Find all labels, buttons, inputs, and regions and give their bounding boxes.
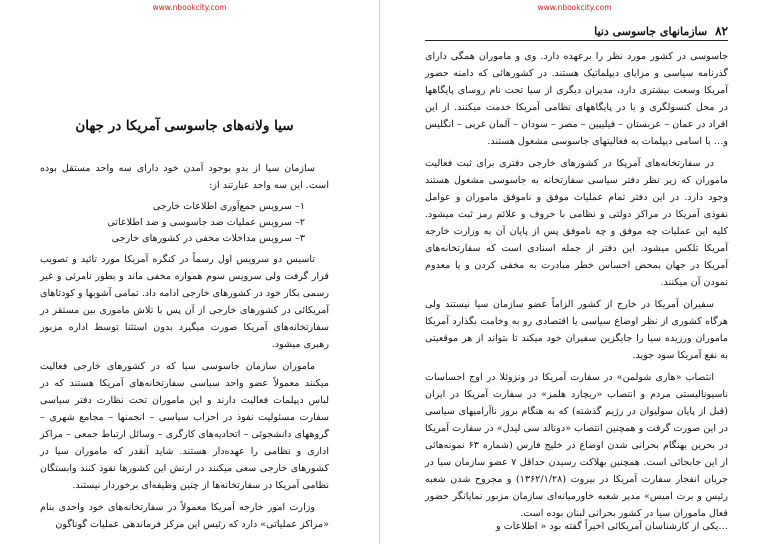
list-item: ۳– سرویس مداخلات مخفی در کشورهای خارجی xyxy=(111,233,305,244)
left-body-text xyxy=(40,160,329,538)
left-page xyxy=(0,0,380,544)
cia-units-list xyxy=(40,199,329,247)
running-head-title: سازمانهای جاسوسی دنیا xyxy=(594,24,708,38)
list-item: ۲– سرویس عملیات ضد جاسوسی و ضد اطلاعاتی xyxy=(107,217,305,228)
paragraph: سفیران آمریکا در خارج از کشور الزاماً عضو سازمان سیا نیستند ولی هرگاه کشوری از نظر اوضاع سیاسی یا اقتصادی رو به وخامت بگذارد آمریکا ماموران ورزیده سیا را جایگزین سفیران خود میکند تا بتواند از هر موقعیتی به نفع آمریکا سود جوید. xyxy=(425,299,728,361)
paragraph: انتصاب «هاری شولمن» در سفارت آمریکا در ونزوئلا در اوج احساسات ناسیونالیستی مردم و انتصاب «ریچارد هلمز» در سفارت آمریکا در ایران (قبل از پایان سولیوان در رژیم گذشته) که به هنگام بروز ناآرامیهای سیاسی در این صورت گرفت و همچنین انتصاب «دونالد سی لیدل» در سفارت آمریکا در بحرین بهنگام بحرانی شدن اوضاع در خلیج فارس (شماره ۶۳ نمونه‌هائی از این جابجائی است. همچنین بهلاکت رسیدن حداقل ۷ عضو سازمان سیا در جریان انفجار سفارت آمریکا در بیروت (۱۳۶۲/۱/۲۸) و مجروح شدن شعبه رئیس و برت امیس» مدیر شعبه خاورمیانه‌ای سازمان مزبور نمایانگر حضور فعال ماموران سیا در کشور بحرانی لبنان بوده است. xyxy=(425,372,728,519)
paragraph: جاسوسی در کشور مورد نظر را برعهده دارد. وی و ماموران همگی دارای گذرنامه سیاسی و مزایای دیپلماتیک هستند. در کشورهائی که دامنه حضور آمریکا وسعت بیشتری دارد، مدیران دیگری از سیا تحت نام روسای پایگاهها در محل کنسولگری و یا در پایگاههای نظامی آمریکا خدمت میکنند. از این افراد در عمان – عربستان – فیلیپین – مصر – سودان – آلمان غربی – انگلیس و… با اسامی دیپلمات به فعالیتهای جاسوسی مشغول هستند. xyxy=(425,51,728,147)
paragraph: ماموران سازمان جاسوسی سیا که در کشورهای خارجی فعالیت میکنند معمولاً عضو واحد سیاسی سفارتخانه‌های آمریکا هستند که در لباس دیپلمات فعالیت دارند و این ماموران تحت نظارت دفتر سیاسی سفارت مسئولیت نفوذ در احزاب سیاسی – انجمنها – مجامع شهری – گروههای دانشجوئی – اتحادیه‌های کارگری – وسائل ارتباط جمعی – مراکز اداری و نظامی را عهده‌دار هستند. شاید آنقدر که ماموران سیا در کشورهای خارجی سعی میکنند در ارتش این کشورها نفوذ کنند وابستگان نظامی آمریکا در سفارتخانه‌ها از چنین وظیفه‌ای برخوردار نیستند. xyxy=(40,361,329,491)
running-head xyxy=(425,22,728,41)
list-item: ۱– سرویس جمع‌آوری اطلاعات خارجی xyxy=(152,201,305,212)
paragraph: وزارت امور خارجه آمریکا معمولاً در سفارتخانه‌های خود واحدی بنام «مراکز عملیاتی» دارد که رئیس این مرکز فرماندهی عملیات گوناگون xyxy=(40,502,329,530)
chapter-title: سیا ولانه‌های جاسوسی آمریکا در جهان xyxy=(75,118,294,134)
site-url-right[interactable]: www.nbookcity.com xyxy=(537,3,612,12)
right-body-text xyxy=(425,48,728,527)
page-number: ۸۲ xyxy=(715,24,728,38)
site-url-left[interactable]: www.nbookcity.com xyxy=(152,3,227,12)
cut-off-line: …یکی از کارشناسان آمریکائی اخیراً گفته بود « اطلاعات و xyxy=(496,521,728,532)
paragraph: در سفارتخانه‌های آمریکا در کشورهای خارجی دفتری برای ثبت فعالیت ماموران که زیر نظر دفتر سیاسی سفارتخانه به جاسوسی مشغول هستند وجود دارد. در این دفتر تمام عملیات موفق و ناموفق ماموران و عوامل نفوذی آمریکا در مراکز دولتی و نظامی با حروف و علائم رمز ثبت میشود. کلیه این عملیات چه موفق و چه ناموفق پس از پایان آن به وزارت خارجه آمریکا تلکس میشود. این دفتر از جمله اسنادی است که سفارتخانه‌های آمریکا در جهان بمحض احساس خطر مبادرت به مخفی کردن و یا معدوم نمودن آن میکنند. xyxy=(425,158,728,288)
right-page xyxy=(381,0,768,544)
paragraph: تاسیس دو سرویس اول رسماً در کنگره آمریکا مورد تائید و تصویب قرار گرفت ولی سرویس سوم همواره مخفی ماند و بطور نامرئی و غیر رسمی بکار خود در کشورهای خارجی ادامه داد. تمامی آشوبها و کودتاهای آمریکائی در کشورهای خارجی از آن پس با تلاش ماموری بین مستقر در سفارتخانه‌های آمریکا صورت میگیرد بدون استثنا توسط اداره مزبور رهبری میشود. xyxy=(40,254,329,350)
intro-paragraph: سازمان سیا از بدو بوجود آمدن خود دارای سه واحد مستقل بوده است. این سه واحد عبارتند از: xyxy=(40,163,329,191)
